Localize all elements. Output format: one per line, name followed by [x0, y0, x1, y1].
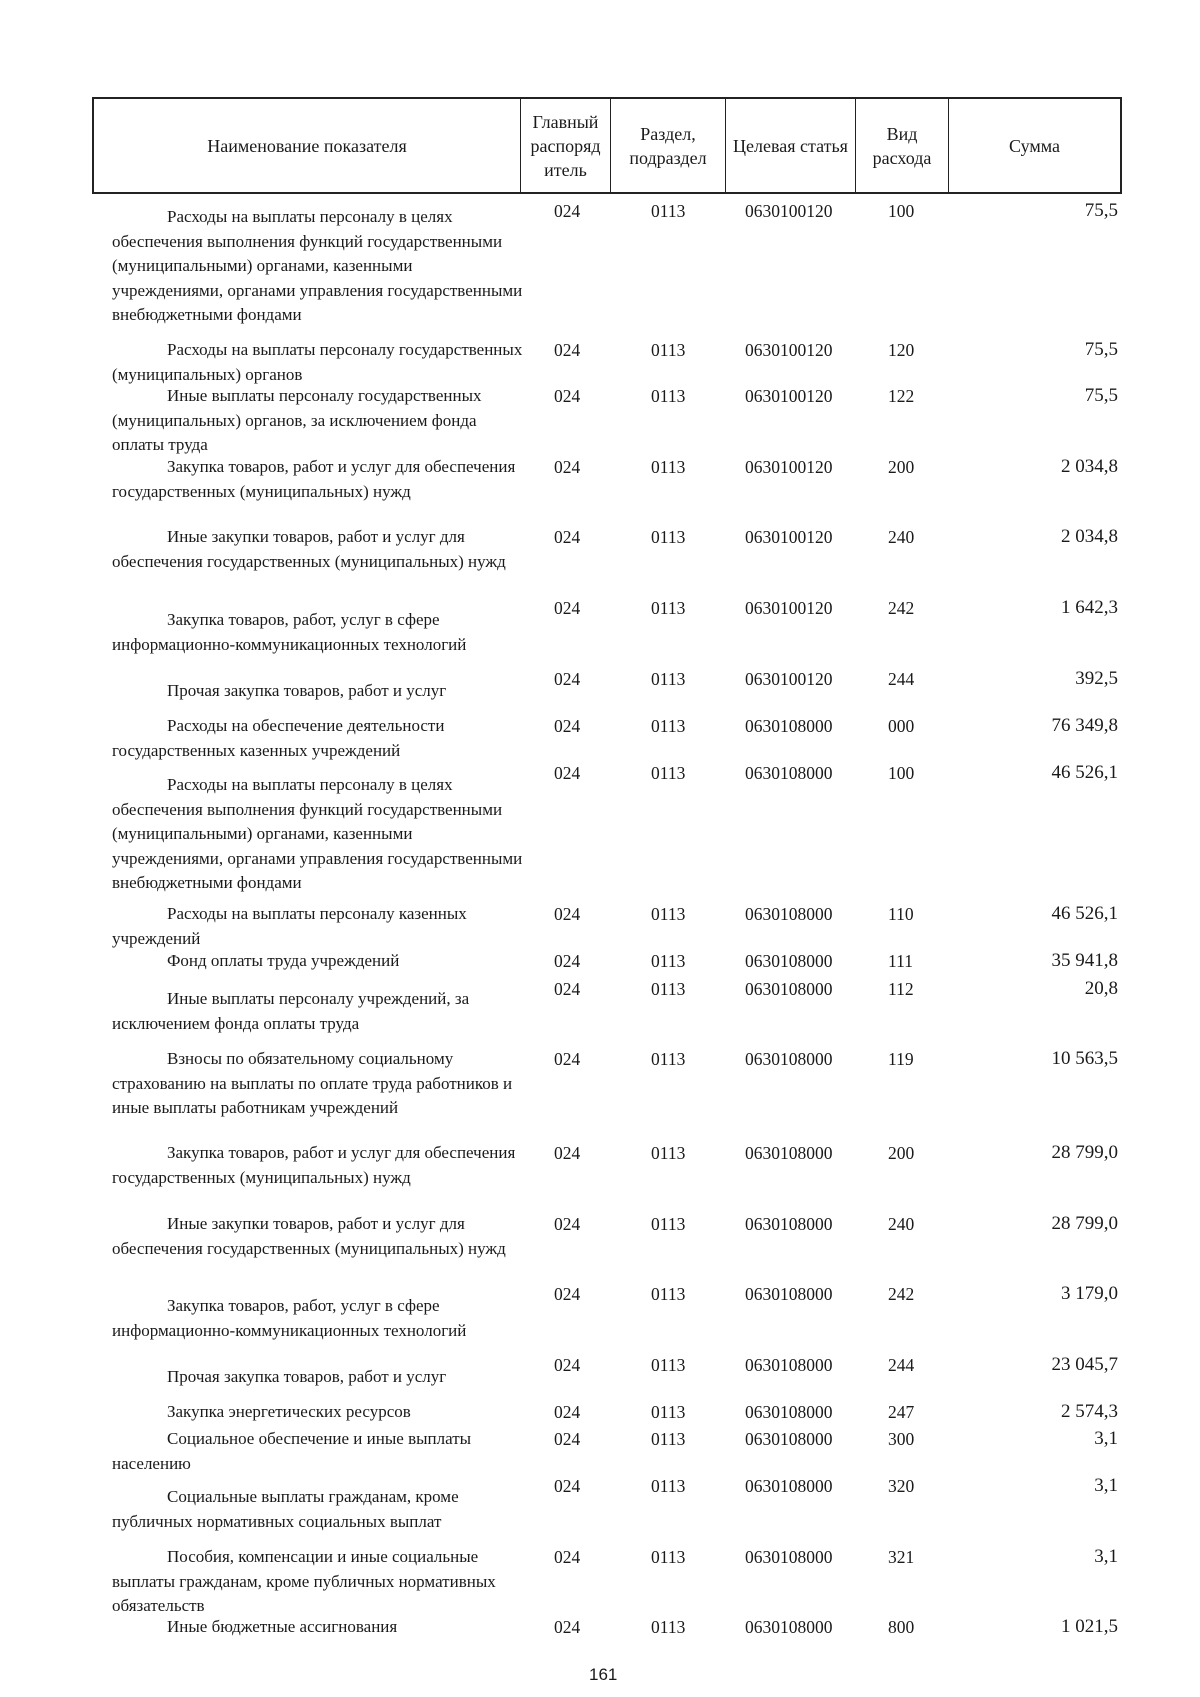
- row-name: Иные выплаты персоналу государственных (муниципальных) органов, за исключением фонда оплаты труда: [112, 386, 482, 454]
- row-cst: 0630100120: [745, 457, 833, 477]
- row-name: Иные выплаты персоналу учреждений, за исключением фонда оплаты труда: [112, 989, 470, 1033]
- row-vid: 110: [888, 904, 914, 924]
- row-sum: 2 574,3: [1061, 1401, 1118, 1422]
- row-razdel: 0113: [651, 340, 686, 360]
- header-grbs: Главный распоряд итель: [521, 99, 611, 192]
- row-sum: 2 034,8: [1061, 456, 1118, 477]
- row-vid: 247: [888, 1402, 915, 1422]
- row-vid: 120: [888, 340, 915, 360]
- row-grbs: 024: [554, 201, 581, 221]
- row-sum: 35 941,8: [1051, 950, 1118, 971]
- row-vid: 244: [888, 1355, 915, 1375]
- row-razdel: 0113: [651, 1476, 686, 1496]
- row-name: Расходы на выплаты персоналу государственных (муниципальных) органов: [112, 340, 523, 384]
- row-grbs: 024: [554, 1214, 581, 1234]
- row-name: Пособия, компенсации и иные социальные выплаты гражданам, кроме публичных нормативных обязательств: [112, 1547, 496, 1615]
- row-vid: 320: [888, 1476, 915, 1496]
- row-vid: 240: [888, 1214, 915, 1234]
- row-name: Взносы по обязательному социальному страхованию на выплаты по оплате труда работников и иные выплаты работникам учреждений: [112, 1049, 513, 1117]
- row-name: Расходы на обеспечение деятельности государственных казенных учреждений: [112, 716, 445, 760]
- row-cst: 0630108000: [745, 1049, 833, 1069]
- header-vid: Вид расхода: [856, 99, 949, 192]
- row-sum: 1 642,3: [1061, 597, 1118, 618]
- row-sum: 1 021,5: [1061, 1616, 1118, 1637]
- row-sum: 392,5: [1075, 668, 1118, 689]
- row-sum: 2 034,8: [1061, 526, 1118, 547]
- row-razdel: 0113: [651, 201, 686, 221]
- row-cst: 0630108000: [745, 1284, 833, 1304]
- row-razdel: 0113: [651, 1402, 686, 1422]
- row-sum: 75,5: [1084, 339, 1118, 360]
- row-cst: 0630108000: [745, 1214, 833, 1234]
- row-sum: 28 799,0: [1051, 1142, 1118, 1163]
- row-grbs: 024: [554, 598, 581, 618]
- header-sum: Сумма: [1009, 135, 1060, 156]
- row-grbs: 024: [554, 457, 581, 477]
- row-cst: 0630100120: [745, 598, 833, 618]
- row-grbs: 024: [554, 386, 581, 406]
- row-cst: 0630108000: [745, 1476, 833, 1496]
- row-name: Закупка товаров, работ, услуг в сфере информационно-коммуникационных технологий: [112, 1296, 467, 1340]
- row-razdel: 0113: [651, 1214, 686, 1234]
- row-razdel: 0113: [651, 979, 686, 999]
- row-razdel: 0113: [651, 669, 686, 689]
- row-grbs: 024: [554, 669, 581, 689]
- row-cst: 0630108000: [745, 1355, 833, 1375]
- row-vid: 800: [888, 1617, 915, 1637]
- row-cst: 0630108000: [745, 1143, 833, 1163]
- row-name: Расходы на выплаты персоналу в целях обеспечения выполнения функций государственными (муниципальными) органами, казенными учреждениями, органами управления государственными внебюджетными фондами: [112, 775, 523, 892]
- row-razdel: 0113: [651, 716, 686, 736]
- page-number: 161: [589, 1665, 618, 1684]
- row-vid: 200: [888, 457, 915, 477]
- row-name: Иные закупки товаров, работ и услуг для обеспечения государственных (муниципальных) нужд: [112, 1214, 506, 1258]
- row-grbs: 024: [554, 1429, 581, 1449]
- row-razdel: 0113: [651, 1547, 686, 1567]
- row-name: Расходы на выплаты персоналу казенных учреждений: [112, 904, 467, 948]
- row-cst: 0630108000: [745, 1547, 833, 1567]
- row-razdel: 0113: [651, 763, 686, 783]
- row-name: Социальные выплаты гражданам, кроме публичных нормативных социальных выплат: [112, 1487, 459, 1531]
- row-grbs: 024: [554, 979, 581, 999]
- row-grbs: 024: [554, 1284, 581, 1304]
- row-vid: 242: [888, 1284, 915, 1304]
- row-name: Закупка товаров, работ и услуг для обеспечения государственных (муниципальных) нужд: [112, 457, 516, 501]
- row-razdel: 0113: [651, 1284, 686, 1304]
- row-razdel: 0113: [651, 1049, 686, 1069]
- row-name: Иные закупки товаров, работ и услуг для обеспечения государственных (муниципальных) нужд: [112, 527, 506, 571]
- row-sum: 3 179,0: [1061, 1283, 1118, 1304]
- row-vid: 240: [888, 527, 915, 547]
- row-vid: 100: [888, 763, 915, 783]
- row-cst: 0630108000: [745, 716, 833, 736]
- row-razdel: 0113: [651, 457, 686, 477]
- row-grbs: 024: [554, 1617, 581, 1637]
- row-sum: 3,1: [1094, 1428, 1118, 1449]
- row-grbs: 024: [554, 340, 581, 360]
- header-cst: Целевая статья: [726, 99, 856, 192]
- row-name: Фонд оплаты труда учреждений: [167, 951, 400, 970]
- row-razdel: 0113: [651, 598, 686, 618]
- row-name: Расходы на выплаты персоналу в целях обеспечения выполнения функций государственными (муниципальными) органами, казенными учреждениями, органами управления государственными внебюджетными фондами: [112, 207, 523, 324]
- row-vid: 200: [888, 1143, 915, 1163]
- row-cst: 0630100120: [745, 340, 833, 360]
- row-sum: 46 526,1: [1051, 762, 1118, 783]
- row-cst: 0630100120: [745, 669, 833, 689]
- row-sum: 75,5: [1084, 200, 1118, 221]
- row-cst: 0630108000: [745, 951, 833, 971]
- row-grbs: 024: [554, 1547, 581, 1567]
- row-vid: 321: [888, 1547, 915, 1567]
- row-vid: 111: [888, 951, 913, 971]
- row-razdel: 0113: [651, 1355, 686, 1375]
- row-grbs: 024: [554, 763, 581, 783]
- row-grbs: 024: [554, 716, 581, 736]
- row-razdel: 0113: [651, 904, 686, 924]
- row-sum: 3,1: [1094, 1546, 1118, 1567]
- row-cst: 0630100120: [745, 386, 833, 406]
- row-name: Социальное обеспечение и иные выплаты населению: [112, 1429, 472, 1473]
- row-vid: 112: [888, 979, 914, 999]
- row-sum: 75,5: [1084, 385, 1118, 406]
- row-grbs: 024: [554, 1402, 581, 1422]
- row-cst: 0630100120: [745, 201, 833, 221]
- row-razdel: 0113: [651, 1429, 686, 1449]
- row-sum: 23 045,7: [1051, 1354, 1118, 1375]
- row-razdel: 0113: [651, 1143, 686, 1163]
- row-sum: 3,1: [1094, 1475, 1118, 1496]
- row-grbs: 024: [554, 1143, 581, 1163]
- row-name: Закупка товаров, работ, услуг в сфере информационно-коммуникационных технологий: [112, 610, 467, 654]
- row-grbs: 024: [554, 951, 581, 971]
- row-grbs: 024: [554, 1049, 581, 1069]
- row-cst: 0630108000: [745, 1402, 833, 1422]
- row-razdel: 0113: [651, 386, 686, 406]
- header-name: Наименование показателя: [94, 99, 521, 192]
- row-razdel: 0113: [651, 951, 686, 971]
- row-vid: 122: [888, 386, 915, 406]
- row-vid: 300: [888, 1429, 915, 1449]
- row-cst: 0630108000: [745, 1617, 833, 1637]
- row-cst: 0630108000: [745, 979, 833, 999]
- header-razdel: Раздел, подраздел: [611, 99, 726, 192]
- row-sum: 46 526,1: [1051, 903, 1118, 924]
- row-sum: 76 349,8: [1051, 715, 1118, 736]
- row-name: Прочая закупка товаров, работ и услуг: [167, 681, 447, 700]
- row-name: Закупка товаров, работ и услуг для обеспечения государственных (муниципальных) нужд: [112, 1143, 516, 1187]
- row-vid: 244: [888, 669, 915, 689]
- row-vid: 242: [888, 598, 915, 618]
- row-grbs: 024: [554, 1355, 581, 1375]
- row-cst: 0630108000: [745, 763, 833, 783]
- row-vid: 119: [888, 1049, 914, 1069]
- row-razdel: 0113: [651, 1617, 686, 1637]
- row-vid: 000: [888, 716, 915, 736]
- row-name: Иные бюджетные ассигнования: [167, 1617, 398, 1636]
- row-cst: 0630100120: [745, 527, 833, 547]
- row-grbs: 024: [554, 904, 581, 924]
- row-sum: 20,8: [1084, 978, 1118, 999]
- row-grbs: 024: [554, 527, 581, 547]
- row-vid: 100: [888, 201, 915, 221]
- row-sum: 10 563,5: [1051, 1048, 1118, 1069]
- table-header: [92, 97, 1122, 194]
- row-name: Прочая закупка товаров, работ и услуг: [167, 1367, 447, 1386]
- row-cst: 0630108000: [745, 904, 833, 924]
- row-razdel: 0113: [651, 527, 686, 547]
- row-name: Закупка энергетических ресурсов: [167, 1402, 411, 1421]
- row-cst: 0630108000: [745, 1429, 833, 1449]
- row-grbs: 024: [554, 1476, 581, 1496]
- row-sum: 28 799,0: [1051, 1213, 1118, 1234]
